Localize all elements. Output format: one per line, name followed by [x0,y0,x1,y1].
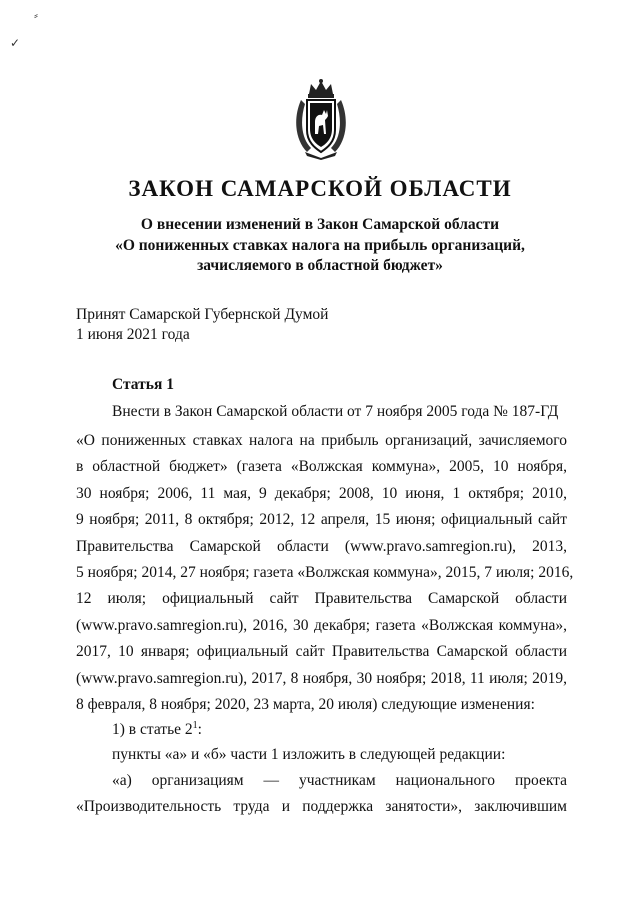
article-heading: Статья 1 [112,376,174,393]
subtitle-line: зачисляемого в областной бюджет» [197,257,443,274]
paragraph-line: «О пониженных ставках налога на прибыль организаций, зачисляемого [76,432,567,449]
subtitle-line: О внесении изменений в Закон Самарской области [140,216,500,233]
paragraph-body [76,428,574,718]
paragraph-first-line: Внести в Закон Самарской области от 7 ноября 2005 года № 187-ГД [112,403,559,420]
paragraph-line: Правительства Самарской области (www.pravo.samregion.ru), 2013, [76,537,567,555]
paragraph-line: в областной бюджет» (газета «Волжская коммуна», 2005, 10 ноября, [76,458,567,476]
law-title: ЗАКОН САМАРСКОЙ ОБЛАСТИ [128,176,512,201]
points-line: пункты «а» и «б» части 1 изложить в следующей редакции: [112,746,506,763]
paragraph-line: (www.pravo.samregion.ru), 2016, 30 декабря; газета «Волжская коммуна», [76,616,567,634]
paragraph-line: 12 июля; официальный сайт Правительства Самарской области [76,590,567,608]
item-1-superscript: 1 [192,720,198,731]
paragraph-line: 2017, 10 января; официальный сайт Правительства Самарской области [76,643,567,661]
scan-mark-top: ⸗ [34,8,38,22]
paragraph-line: (www.pravo.samregion.ru), 2017, 8 ноября, 30 ноября; 2018, 11 июля; 2019, [76,669,567,687]
law-subtitle [0,215,640,277]
adoption-body: Принят Самарской Губернской Думой [76,306,329,323]
paragraph-line: 30 ноября; 2006, 11 мая, 9 декабря; 2008, 10 июня, 1 октября; 2010, [76,484,567,502]
adoption-info [76,305,328,344]
item-1-colon: : [197,721,202,739]
adoption-date: 1 июня 2021 года [76,325,190,343]
paragraph-line: 9 ноября; 2011, 8 октября; 2012, 12 апреля, 15 июня; официальный сайт [76,511,567,529]
scan-mark-left: ✓ [10,36,21,50]
point-a-line-2: «Производительность труда и поддержка занятости», заключившим [76,798,567,815]
item-1 [112,720,202,739]
point-a-line-1: «а) организациям — участникам национального проекта [112,772,567,789]
paragraph-line: 8 февраля, 8 ноября; 2020, 23 марта, 20 июля) следующие изменения: [76,695,535,713]
subtitle-line: «О пониженных ставках налога на прибыль организаций, [115,236,525,254]
item-1-text: 1) в статье 2 [112,721,193,739]
paragraph-line: 5 ноября; 2014, 27 ноября; газета «Волжская коммуна», 2015, 7 июля; 2016, [76,563,574,581]
samara-coat-of-arms-icon [291,78,351,160]
